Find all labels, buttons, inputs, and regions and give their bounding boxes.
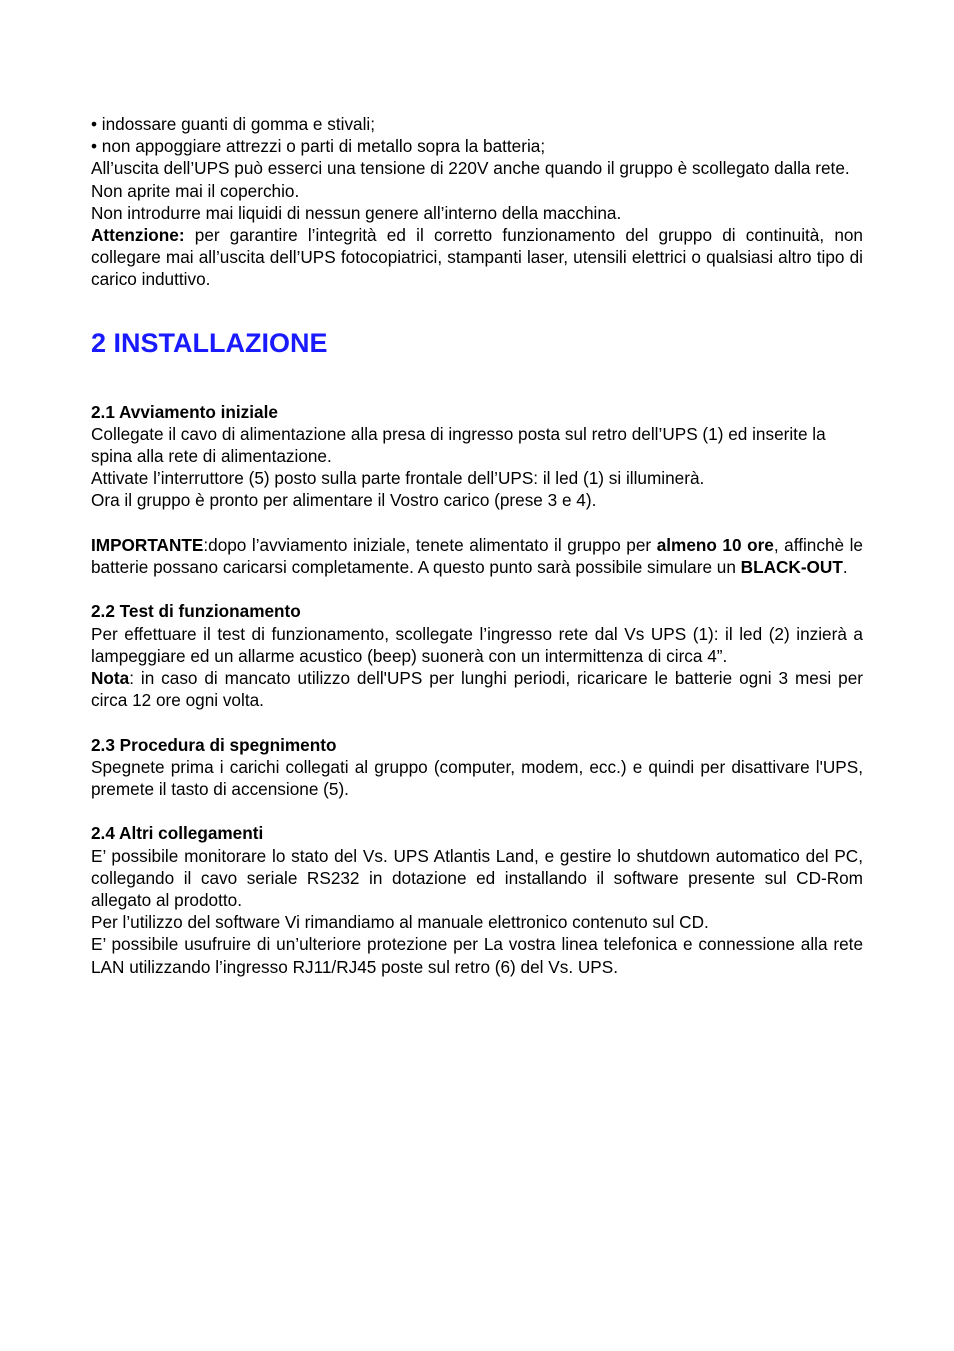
nota-label: Nota <box>91 668 130 689</box>
section-2-2-title: 2.2 Test di funzionamento <box>91 601 301 622</box>
section-2-1-para-1: Collegate il cavo di alimentazione alla presa di ingresso posta sul retro dell’UPS (1) ed inserite la spina alla rete di alimentazione. <box>91 423 826 467</box>
important-bold-duration: almeno 10 ore <box>656 534 774 555</box>
important-text-1: :dopo l’avviamento iniziale, tenete alimentato il gruppo per <box>203 534 657 555</box>
section-2-4-para-2: Per l’utilizzo del software Vi rimandiamo al manuale elettronico contenuto sul CD. <box>91 912 709 933</box>
important-paragraph <box>91 534 863 578</box>
section-2-4-title: 2.4 Altri collegamenti <box>91 823 264 844</box>
important-label: IMPORTANTE <box>91 534 204 555</box>
safety-bullet-gloves: • indossare guanti di gomma e stivali; <box>91 114 376 134</box>
section-2-4-para-1: E’ possibile monitorare lo stato del Vs. UPS Atlantis Land, e gestire lo shutdown automatico del PC, collegando il cavo seriale RS232 in dotazione ed installando il software presente sul CD-Rom allegato al prodotto. <box>91 845 863 911</box>
section-2-3-para-1: Spegnete prima i carichi collegati al gruppo (computer, modem, ecc.) e quindi per disattivare l'UPS, premete il tasto di accensione (5). <box>91 756 863 800</box>
section-2-1-para-3: Ora il gruppo è pronto per alimentare il Vostro carico (prese 3 e 4). <box>91 490 597 511</box>
section-2-2-para-1: Per effettuare il test di funzionamento, scollegate l’ingresso rete dal Vs UPS (1): il led (2) inzierà a lampeggiare ed un allarme acustico (beep) suonerà con un intermittenza di circa 4”. <box>91 623 863 666</box>
attention-label: Attenzione: <box>91 225 185 246</box>
important-bold-blackout: BLACK-OUT <box>740 557 843 578</box>
safety-bullet-tools: • non appoggiare attrezzi o parti di metallo sopra la batteria; <box>91 136 546 157</box>
section-2-1-title: 2.1 Avviamento iniziale <box>91 401 278 422</box>
attention-paragraph <box>91 224 863 291</box>
important-text-3: . <box>842 557 848 578</box>
liquids-warning-paragraph: Non introdurre mai liquidi di nessun genere all’interno della macchina. <box>91 202 622 223</box>
important-text-2: , affinchè le batterie possano caricarsi completamente. A questo punto sarà possibile simulare un <box>91 534 863 578</box>
nota-paragraph <box>91 667 863 711</box>
attention-text: per garantire l’integrità ed il corretto funzionamento del gruppo di continuità, non collegare mai all’uscita dell’UPS fotocopiatrici, stampanti laser, utensili elettrici o qualsiasi altro tipo di carico induttivo. <box>91 225 863 290</box>
nota-text: : in caso di mancato utilizzo dell'UPS per lunghi periodi, ricaricare le batterie ogni 3 mesi per circa 12 ore ogni volta. <box>91 668 863 711</box>
voltage-warning-paragraph: All’uscita dell’UPS può esserci una tensione di 220V anche quando il gruppo è scollegato dalla rete. Non aprite mai il coperchio. <box>91 158 850 201</box>
document-page <box>91 113 863 978</box>
section-2-1-para-2: Attivate l’interruttore (5) posto sulla parte frontale dell’UPS: il led (1) si illuminerà. <box>91 468 705 489</box>
chapter-title: 2 INSTALLAZIONE <box>91 327 328 358</box>
section-2-3-title: 2.3 Procedura di spegnimento <box>91 734 337 755</box>
section-2-4-para-3: E’ possibile usufruire di un’ulteriore protezione per La vostra linea telefonica e connessione alla rete LAN utilizzando l’ingresso RJ11/RJ45 poste sul retro (6) del Vs. UPS. <box>91 934 863 977</box>
